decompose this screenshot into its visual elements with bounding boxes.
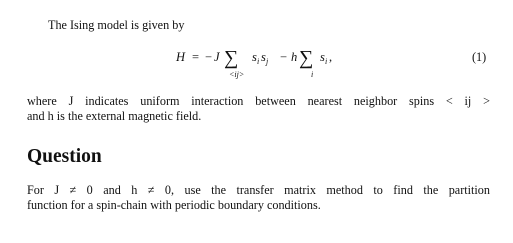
intro-text: The Ising model is given by	[48, 18, 185, 32]
svg-text:i: i	[325, 57, 328, 66]
svg-text:j: j	[266, 57, 269, 66]
question-paragraph	[27, 183, 490, 213]
svg-text:∑: ∑	[224, 47, 239, 69]
svg-text:J: J	[214, 50, 220, 64]
svg-text:s: s	[252, 50, 257, 64]
description-line-2: and h is the external magnetic field.	[27, 109, 202, 123]
question-line-2: function for a spin-chain with periodic boundary conditions.	[27, 198, 321, 212]
question-line-1: For J ≠ 0 and h ≠ 0, use the transfer matrix method to find the partition	[27, 183, 490, 197]
svg-text:i: i	[311, 70, 314, 79]
equation-number: (1)	[472, 50, 487, 64]
svg-text:s: s	[261, 50, 266, 64]
svg-text:−: −	[280, 50, 288, 64]
question-heading: Question	[27, 146, 102, 167]
svg-text:<ij>: <ij>	[229, 70, 245, 79]
description-line-1: where J indicates uniform interaction between nearest neighbor spins < ij >	[27, 94, 490, 108]
svg-text:i: i	[257, 57, 260, 66]
ising-hamiltonian-equation	[0, 45, 513, 85]
svg-text:=: =	[192, 50, 200, 64]
svg-text:−: −	[205, 50, 213, 64]
svg-text:,: ,	[329, 50, 333, 64]
svg-text:s: s	[320, 50, 325, 64]
svg-text:∑: ∑	[299, 47, 314, 69]
hamiltonian-formula	[0, 45, 513, 85]
svg-text:h: h	[291, 50, 298, 64]
svg-text:H: H	[176, 50, 186, 64]
description-paragraph	[27, 94, 490, 124]
